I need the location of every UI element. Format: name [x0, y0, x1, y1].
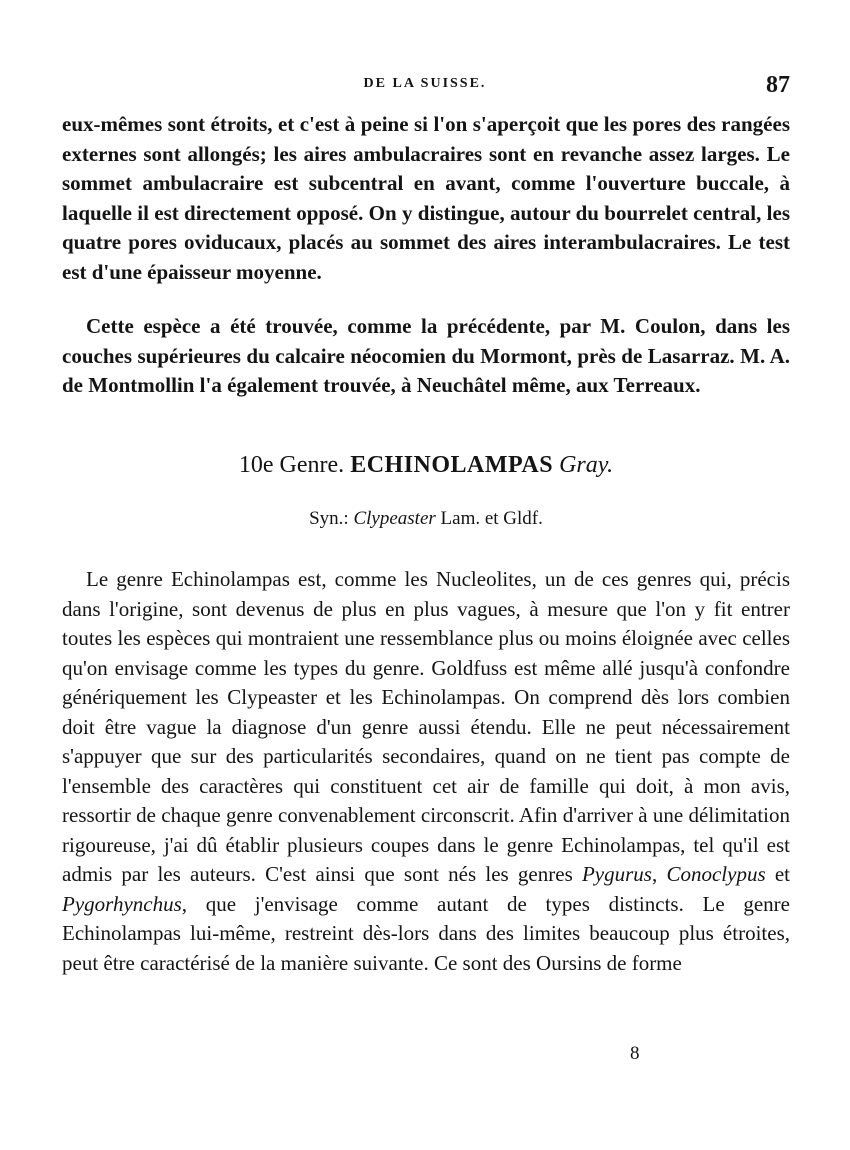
conjunction: et	[774, 862, 791, 886]
separator: ,	[651, 862, 658, 886]
page-number: 87	[766, 72, 790, 98]
paragraph-text-part: Le genre Echinolampas est, comme les Nucleolites, un de ces genres qui, précis dans l'origine, sont devenus de plus en plus vagues, à mesure que l'on y fit entrer toutes les espèces qui montraient une ressemblance plus ou moins éloignée avec celles qu'on envisage comme les types du genre. Goldfuss est même allé jusqu'à confondre génériquement les Clypeaster et les Echinolampas. On comprend dès lors combien doit être vague la diagnose d'un genre aussi étendu. Elle ne peut nécessairement s'appuyer que sur des particularités secondaires, quand on ne tient pas compte de l'ensemble des caractères qui constituent cet air de famille qui doit, à mon avis, ressortir de chaque genre convenablement circonscrit. Afin d'arriver à une délimitation rigoureuse, j'ai dû établir plusieurs coupes dans le genre Echinolampas, tel qu'il est admis par les auteurs. C'est ainsi que sont nés les genres	[62, 567, 790, 886]
section-genre-word: Genre.	[279, 452, 345, 478]
genus-reference: Pygurus	[581, 862, 652, 886]
paragraph-locality	[62, 312, 790, 401]
synonymy-name: Clypeaster	[353, 508, 436, 529]
paragraph-text-part: , que j'envisage comme autant de types distincts. Le genre Echinolampas lui-même, restreint dès-lors dans des limites beaucoup plus étroites, peut être caractérisé de la manière suivante. Ce sont des Oursins de forme	[62, 891, 790, 975]
signature-mark: 8	[630, 1043, 640, 1064]
paragraph-text: Cette espèce a été trouvée, comme la précédente, par M. Coulon, dans les couches supérieures du calcaire néocomien du Mormont, près de Lasarraz. M. A. de Montmollin l'a également trouvée, à Neuchâtel même, aux Terreaux.	[62, 314, 790, 397]
synonymy-line	[62, 508, 790, 530]
synonymy-prefix: Syn.:	[309, 508, 349, 529]
section-heading	[62, 452, 790, 479]
paragraph-genus-description	[62, 565, 790, 978]
paragraph-text: eux-mêmes sont étroits, et c'est à peine si l'on s'aperçoit que les pores des rangées externes sont allongés; les aires ambulacraires sont en revanche assez larges. Le sommet ambulacraire est subcentral en avant, comme l'ouverture buccale, à laquelle il est directement opposé. On y distingue, autour du bourrelet central, les quatre pores oviducaux, placés au sommet des aires interambulacraires. Le test est d'une épaisseur moyenne.	[62, 112, 790, 284]
genus-name: ECHINOLAMPAS	[350, 452, 554, 478]
genus-author: Gray.	[559, 452, 614, 478]
genus-reference: Conoclypus	[666, 862, 766, 886]
section-number: 10e	[238, 452, 274, 478]
paragraph-continuation	[62, 110, 790, 287]
genus-reference: Pygorhynchus	[62, 891, 182, 916]
running-title: DE LA SUISSE.	[363, 76, 487, 91]
paragraph-text	[62, 565, 790, 978]
running-head	[60, 72, 790, 102]
synonymy-authors: Lam. et Gldf.	[440, 508, 543, 529]
